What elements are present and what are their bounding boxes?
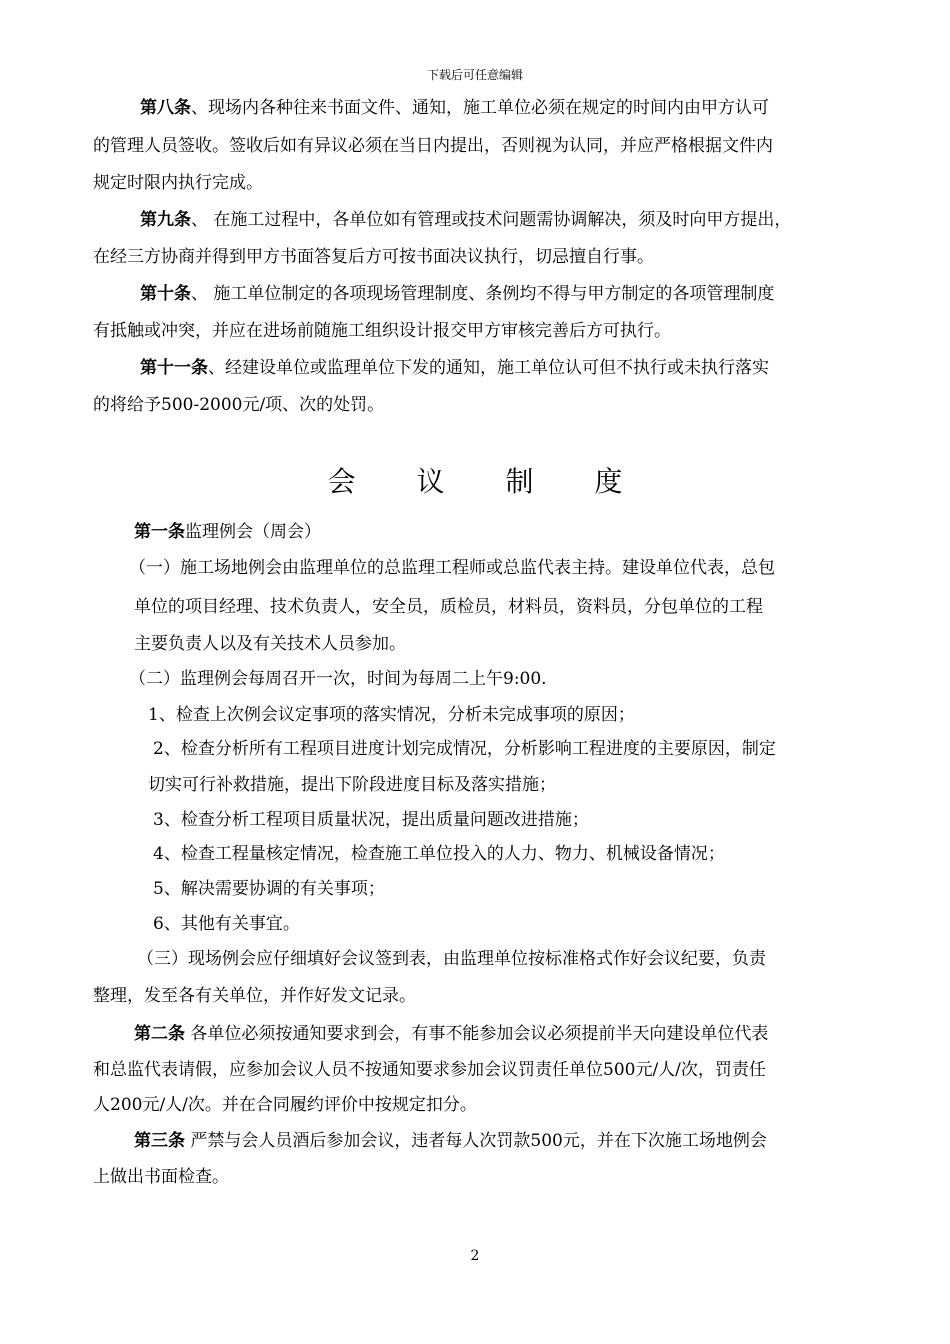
meeting-article-1 [134,521,321,543]
clause-1-line-1: （一）施工场地例会由监理单位的总监理工程师或总监代表主持。建设单位代表，总包 [129,558,775,578]
meeting-article-2-label: 第二条 [134,1024,185,1044]
meeting-article-2-line-2: 和总监代表请假，应参加会议人员不按通知要求参加会议罚责任单位500元/人/次，罚责任 [93,1060,766,1080]
article-8-text: 、现场内各种往来书面文件、通知，施工单位必须在规定的时间内由甲方认可 [191,98,769,118]
article-11-line-1 [140,357,769,379]
meeting-article-3-text: 严禁与会人员酒后参加会议，违者每人次罚款500元，并在下次施工场地例会 [185,1131,767,1151]
article-9-label: 第九条 [140,210,191,230]
article-8-line-3: 规定时限内执行完成。 [93,173,263,193]
article-10-line-2: 有抵触或冲突，并应在进场前随施工组织设计报交甲方审核完善后方可执行。 [93,321,671,341]
article-10-line-1 [140,283,774,305]
article-8-line-2: 的管理人员签收。签收后如有异议必须在当日内提出，否则视为认同，并应严格根据文件内 [93,136,773,156]
article-8-label: 第八条 [140,98,191,118]
clause-3-line-2: 整理，发至各有关单位，并作好发文记录。 [93,986,416,1006]
article-9-text: 、 在施工过程中，各单位如有管理或技术问题需协调解决，须及时向甲方提出， [191,210,792,230]
item-5: 5、解决需要协调的有关事项； [153,879,385,899]
page-header: 下载后可任意编辑 [426,68,523,82]
item-3: 3、检查分析工程项目质量状况，提出质量问题改进措施； [153,810,589,830]
item-6: 6、其他有关事宜。 [153,914,300,934]
item-1: 1、检查上次例会议定事项的落实情况，分析未完成事项的原因； [148,705,635,725]
article-10-text: 、 施工单位制定的各项现场管理制度、条例均不得与甲方制定的各项管理制度 [191,284,775,304]
meeting-article-2-line-3: 人200元/人/次。并在合同履约评价中按规定扣分。 [93,1095,477,1115]
item-4: 4、检查工程量核定情况，检查施工单位投入的人力、物力、机械设备情况； [153,844,725,864]
meeting-article-3-line-1 [134,1130,767,1152]
item-2-line-2: 切实可行补救措施，提出下阶段进度目标及落实措施； [148,775,556,795]
section-title: 会 议 制 度 [327,465,649,498]
meeting-article-3-line-2: 上做出书面检查。 [93,1167,229,1187]
page-number: 2 [470,1248,480,1264]
meeting-article-2-line-1 [134,1023,768,1045]
meeting-article-3-label: 第三条 [134,1131,185,1151]
clause-2: （二）监理例会每周召开一次，时间为每周二上午9:00. [129,669,547,689]
article-9-line-2: 在经三方协商并得到甲方书面答复后方可按书面决议执行，切忌擅自行事。 [93,247,654,267]
article-11-label: 第十一条 [140,358,208,378]
meeting-article-2-text: 各单位必须按通知要求到会，有事不能参加会议必须提前半天向建设单位代表 [185,1024,769,1044]
item-2-line-1: 2、检查分析所有工程项目进度计划完成情况，分析影响工程进度的主要原因，制定 [153,739,776,759]
article-10-label: 第十条 [140,284,191,304]
article-11-text: 、经建设单位或监理单位下发的通知，施工单位认可但不执行或未执行落实 [208,358,769,378]
article-11-line-2: 的将给予500-2000元/项、次的处罚。 [93,395,385,415]
clause-1-line-2: 单位的项目经理、技术负责人，安全员，质检员，材料员，资料员，分包单位的工程 [134,597,763,617]
clause-1-line-3: 主要负责人以及有关技术人员参加。 [134,634,406,654]
meeting-article-1-label: 第一条 [134,522,185,542]
article-8-line-1 [140,97,769,119]
clause-3-line-1: （三）现场例会应仔细填好会议签到表，由监理单位按标准格式作好会议纪要，负责 [137,949,766,969]
meeting-article-1-text: 监理例会（周会） [185,522,321,542]
article-9-line-1 [140,209,791,231]
